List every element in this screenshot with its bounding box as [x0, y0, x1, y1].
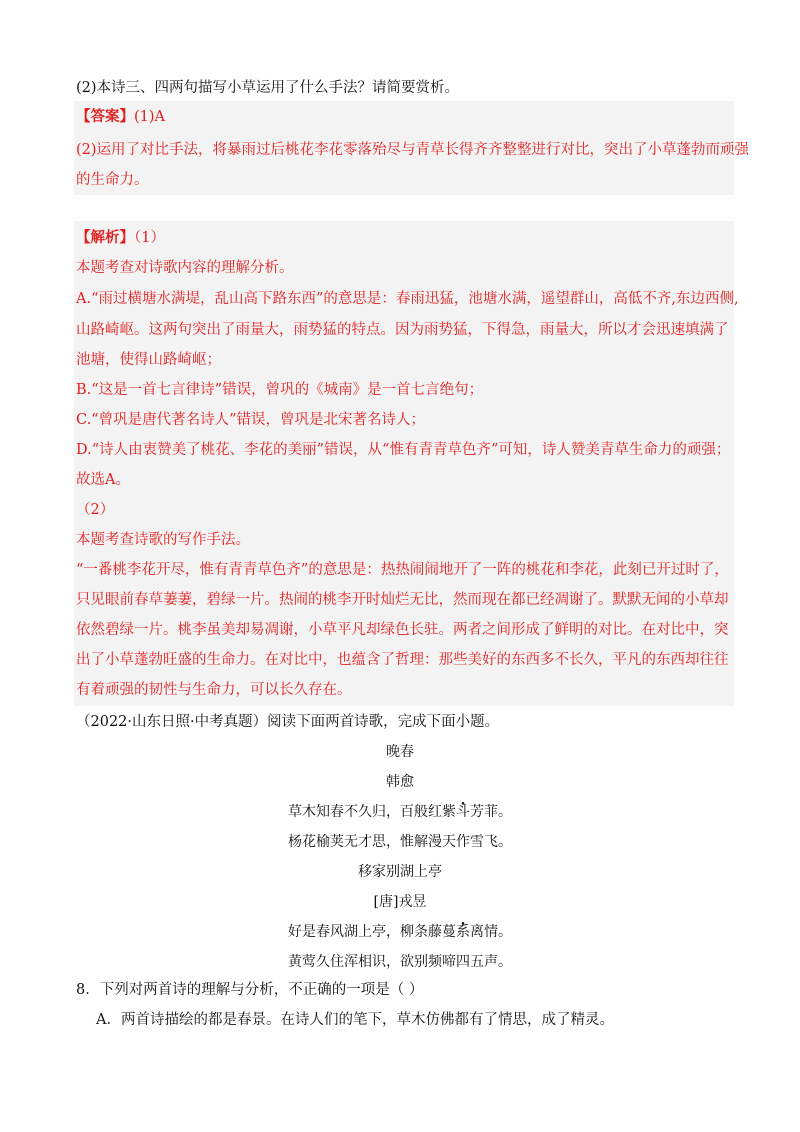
analysis-part-2-line-3: 依然碧绿一片。桃李虽美却易凋谢，小草平凡却绿色长驻。两者之间形成了鲜明的对比。在对比中，突 [76, 622, 729, 638]
poem-1-line-1-a: 草木知春不久归，百般红紫 [288, 804, 456, 820]
analysis-part-2-line-2: 只见眼前春草萋萋，碧绿一片。热闹的桃李开时灿烂无比，然而现在都已经凋谢了。默默无闻的小草却 [76, 592, 729, 608]
question-8-option-A: A．两首诗描绘的都是春景。在诗人们的笔下，草木仿佛都有了情思，成了精灵。 [96, 1012, 614, 1028]
poem-1-author: 韩愈 [386, 774, 414, 790]
answer-1: (1)A [134, 109, 166, 125]
analysis-part-2-line-5: 有着顽强的韧性与生命力，可以长久存在。 [76, 682, 352, 698]
poem-2-line-1-a: 好是春风湖上亭，柳条藤蔓 [288, 924, 456, 940]
analysis-part-1-intro: 本题考查对诗歌内容的理解分析。 [76, 260, 294, 276]
analysis-part-2-line-4: 出了小草蓬勃旺盛的生命力。在对比中，也蕴含了哲理：那些美好的东西多不长久，平凡的东西却往往 [76, 652, 729, 668]
analysis-part-2-line-1: “一番桃李花开尽，惟有青青草色齐”的意思是：热热闹闹地开了一阵的桃花和李花，此刻已开过时了， [76, 562, 729, 578]
poem-1-line-1-b: 芳菲。 [470, 804, 512, 820]
emphasis-dot-word-1: 斗 [456, 804, 470, 820]
poem-2-title: 移家别湖上亭 [358, 864, 442, 880]
poem-2-line-1-b: 离情。 [470, 924, 512, 940]
poem-2-line-1 [0, 922, 800, 942]
answer-line-1 [76, 107, 165, 127]
option-A-line-3: 池塘，使得山路崎岖； [76, 352, 221, 368]
option-A-line-2: 山路崎岖。这两句突出了雨量大，雨势猛的特点。因为雨势猛，下得急，雨量大，所以才会迅速填满了 [76, 322, 729, 338]
answer-2-line-2: 的生命力。 [76, 172, 149, 188]
question-8: 8．下列对两首诗的理解与分析，不正确的一项是（ ） [76, 982, 424, 998]
option-B: B.“这是一首七言律诗”错误，曾巩的《城南》是一首七言绝句； [76, 382, 484, 398]
analysis-header [76, 228, 165, 248]
emphasis-dot-word-2: 系 [456, 924, 470, 940]
answer-tag: 【答案】 [76, 108, 134, 125]
poem-2-author: [唐]戎昱 [373, 894, 427, 910]
analysis-part-2-number: （2） [76, 502, 115, 518]
poem-1-line-2: 杨花榆荚无才思，惟解漫天作雪飞。 [288, 834, 512, 850]
analysis-part-1-number: （1） [134, 230, 165, 246]
option-D-line-2: 故选A。 [76, 472, 130, 488]
option-C: C.“曾巩是唐代著名诗人”错误，曾巩是北宋著名诗人； [76, 412, 426, 428]
analysis-tag: 【解析】 [76, 229, 134, 246]
answer-2-line-1: (2)运用了对比手法，将暴雨过后桃花李花零落殆尽与青草长得齐齐整整进行对比，突出了小草蓬勃而顽强 [76, 142, 750, 158]
poem-1-title: 晚春 [386, 744, 414, 760]
poem-1-line-1 [0, 802, 800, 822]
option-D-line-1: D.“诗人由衷赞美了桃花、李花的美丽”错误，从“惟有青青草色齐”可知，诗人赞美青草生命力的顽强； [76, 442, 731, 458]
analysis-part-2-intro: 本题考查诗歌的写作手法。 [76, 532, 250, 548]
poem-2-line-2: 黄莺久住浑相识，欲别频啼四五声。 [288, 954, 512, 970]
option-A-line-1: A.“雨过横塘水满堤，乱山高下路东西”的意思是：春雨迅猛，池塘水满，遥望群山，高低不齐,东边西侧, [76, 291, 739, 307]
reading-intro: （2022·山东日照·中考真题）阅读下面两首诗歌，完成下面小题。 [76, 714, 500, 730]
question-2: (2)本诗三、四两句描写小草运用了什么手法？请简要赏析。 [76, 80, 460, 96]
